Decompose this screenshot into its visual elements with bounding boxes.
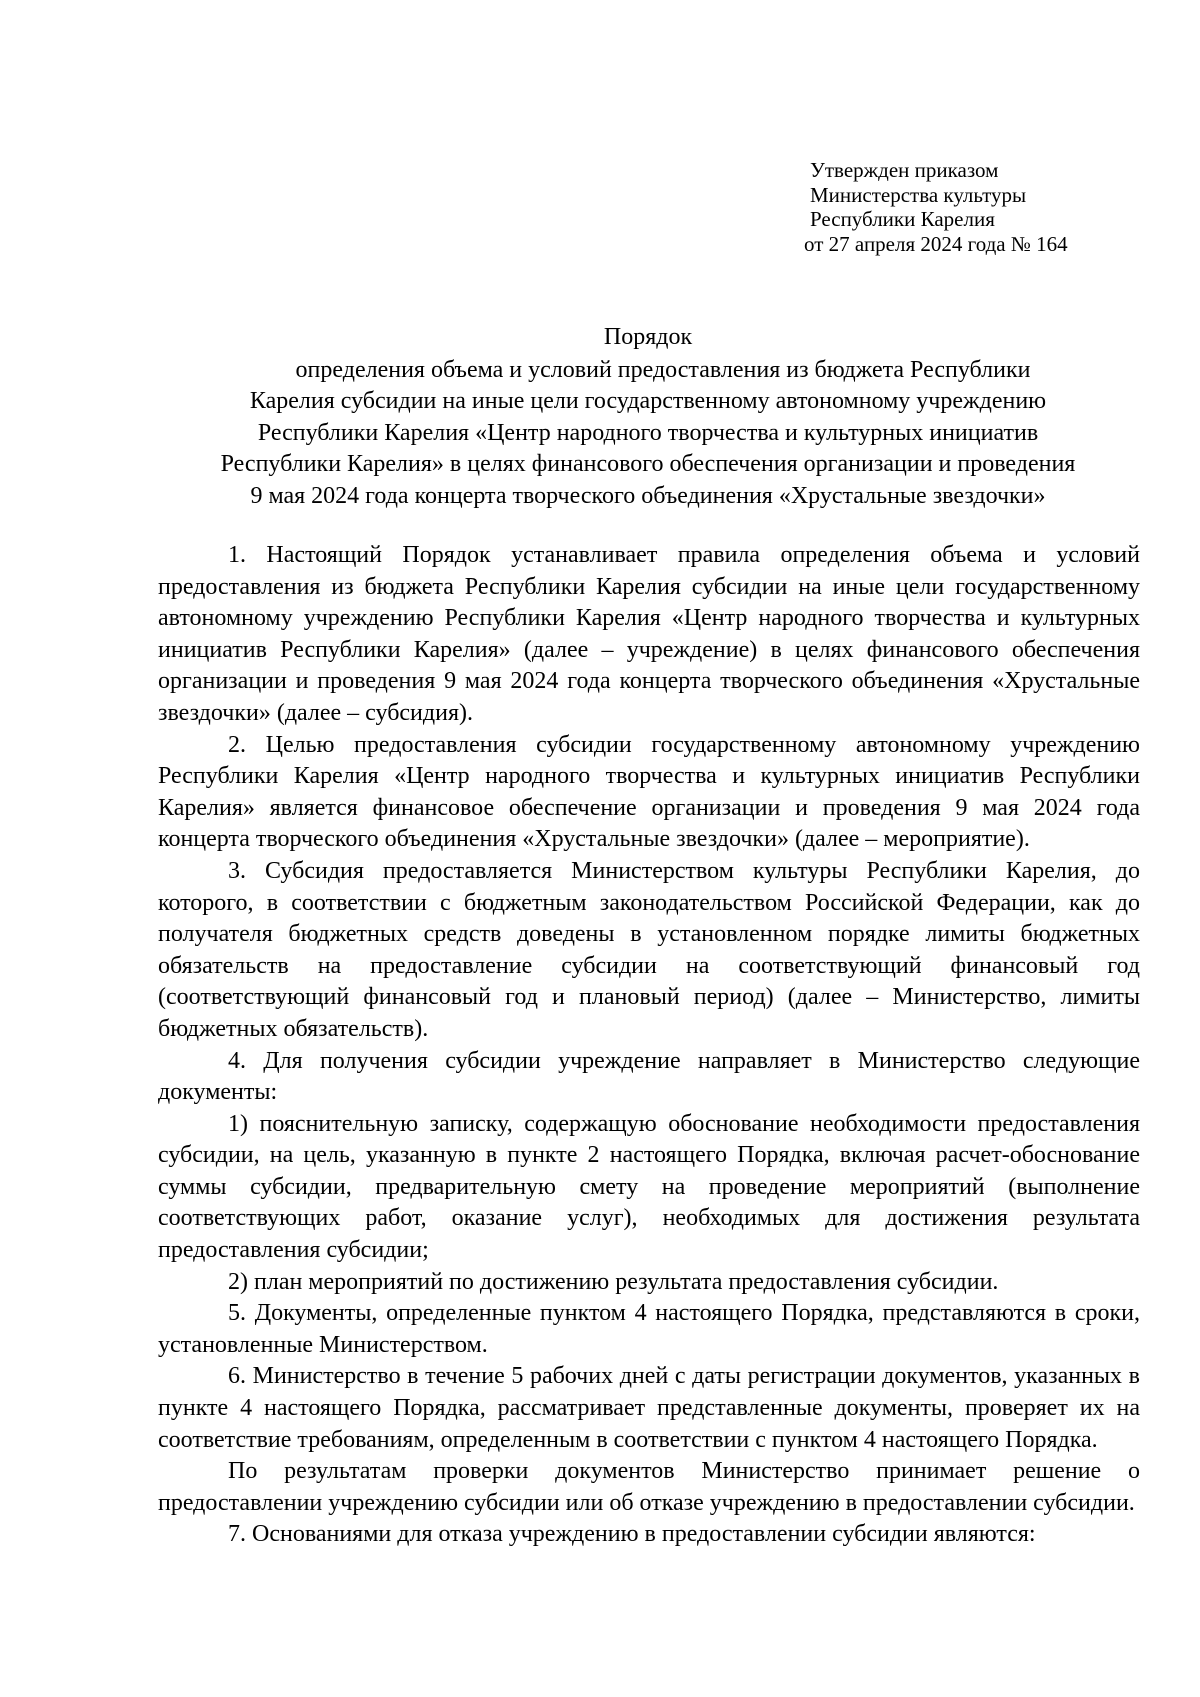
title-line: определения объема и условий предоставления из бюджета Республики <box>295 356 1031 383</box>
paragraph-1: 1. Настоящий Порядок устанавливает правила определения объема и условий предоставления из бюджета Республики Карелия субсидии на иные цели государственному автономному учреждению Республики Карелия «Центр народного творчества и культурных инициатив Республики Карелия» (далее – учреждение) в целях финансового обеспечения организации и проведения 9 мая 2024 года концерта творческого объединения «Хрустальные звездочки» (далее – субсидия). <box>158 542 1140 726</box>
paragraph-2: 2. Целью предоставления субсидии государственному автономному учреждению Республики Карелия «Центр народного творчества и культурных инициатив Республики Карелия» является финансовое обеспечение организации и проведения 9 мая 2024 года концерта творческого объединения «Хрустальные звездочки» (далее – мероприятие). <box>158 731 1140 853</box>
title-line: Карелия субсидии на иные цели государственному автономному учреждению <box>249 388 1047 414</box>
approval-line-approved: Утвержден приказом <box>810 158 999 182</box>
approval-line-republic: Республики Карелия <box>810 207 995 231</box>
approval-line-ministry: Министерства культуры <box>810 182 1027 207</box>
title-line: Республики Карелия» в целях финансового обеспечения организации и проведения <box>220 451 1076 477</box>
paragraph-4-item-1: 1) пояснительную записку, содержащую обоснование необходимости предоставления субсидии, на цель, указанную в пункте 2 настоящего Порядка, включая расчет-обоснование суммы субсидии, предварительную смету на проведение мероприятий (выполнение соответствующих работ, оказание услуг), необходимых для достижения результата предоставления субсидии; <box>158 1110 1140 1264</box>
paragraph-6-decision: По результатам проверки документов Министерство принимает решение о предоставлении учреждению субсидии или об отказе учреждению в предоставлении субсидии. <box>158 1458 1140 1516</box>
paragraph-4-item-2: 2) план мероприятий по достижению результата предоставления субсидии. <box>228 1268 999 1295</box>
document-body <box>158 540 1140 1551</box>
paragraph-3: 3. Субсидия предоставляется Министерством культуры Республики Карелия, до которого, в соответствии с бюджетным законодательством Российской Федерации, как до получателя бюджетных средств доведены в установленном порядке лимиты бюджетных обязательств на предоставление субсидии на соответствующий финансовый год (соответствующий финансовый год и плановый период) (далее – Министерство, лимиты бюджетных обязательств). <box>158 857 1140 1042</box>
document-title: Порядок <box>603 324 693 350</box>
paragraph-6: 6. Министерство в течение 5 рабочих дней с даты регистрации документов, указанных в пункте 4 настоящего Порядка, рассматривает представленные документы, проверяет их на соответствие требованиям, определенным в соответствии с пунктом 4 настоящего Порядка. <box>158 1363 1140 1453</box>
approval-line-date-number: от 27 апреля 2024 года № 164 <box>804 231 1068 256</box>
paragraph-5: 5. Документы, определенные пунктом 4 настоящего Порядка, представляются в сроки, установленные Министерством. <box>158 1300 1140 1358</box>
paragraph-4: 4. Для получения субсидии учреждение направляет в Министерство следующие документы: <box>158 1047 1140 1106</box>
approval-stamp <box>804 158 1068 256</box>
title-line: Республики Карелия «Центр народного творчества и культурных инициатив <box>257 419 1039 446</box>
paragraph-7: 7. Основаниями для отказа учреждению в предоставлении субсидии являются: <box>228 1521 1036 1548</box>
document-title-block <box>158 322 1138 512</box>
title-line: 9 мая 2024 года концерта творческого объединения «Хрустальные звездочки» <box>250 482 1046 509</box>
